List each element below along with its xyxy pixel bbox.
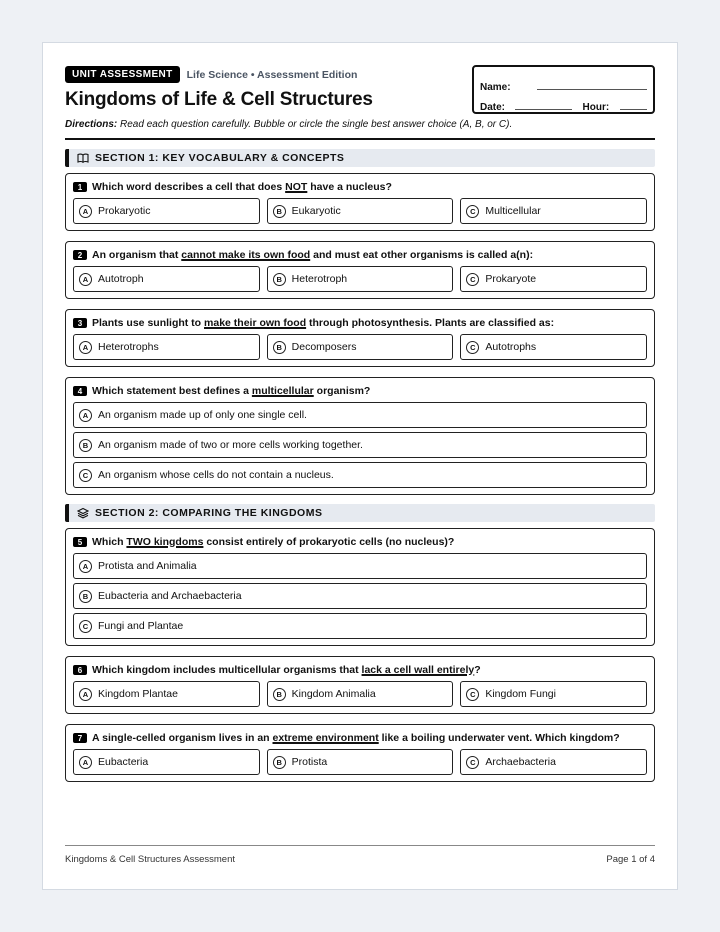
answer-option-b[interactable]: [73, 432, 647, 458]
answer-text: Kingdom Plantae: [98, 688, 178, 700]
answer-option-c[interactable]: [460, 198, 647, 224]
date-label: Date:: [480, 102, 506, 113]
question-number: 2: [73, 250, 87, 260]
prompt-emphasis: lack a cell wall entirely: [361, 664, 475, 676]
worksheet-page: [42, 42, 678, 890]
question-prompt: [92, 317, 554, 329]
answer-options: [73, 749, 647, 775]
answer-bubble[interactable]: A: [79, 205, 92, 218]
answer-text: Kingdom Animalia: [291, 688, 376, 700]
worksheet-header: [65, 66, 655, 114]
directions-label: Directions:: [65, 119, 118, 130]
student-info-box: [472, 65, 655, 114]
name-field[interactable]: [537, 89, 647, 90]
unit-assessment-badge: UNIT ASSESSMENT: [65, 66, 180, 83]
answer-option-c[interactable]: [460, 266, 647, 292]
prompt-emphasis: extreme environment: [272, 732, 379, 744]
date-hour-row: [480, 93, 647, 113]
question-number: 1: [73, 182, 87, 192]
prompt-end: through photosynthesis. Plants are classified as:: [306, 317, 555, 329]
prompt-emphasis: NOT: [285, 181, 308, 193]
question-prompt: [92, 664, 481, 676]
question-1: [65, 173, 655, 231]
answer-option-c[interactable]: [460, 749, 647, 775]
section-2-questions: [65, 528, 655, 782]
answer-options: [73, 681, 647, 707]
answer-text: Prokaryote: [485, 273, 537, 285]
answer-bubble[interactable]: C: [466, 341, 479, 354]
section-1-questions: [65, 173, 655, 495]
page-footer: [65, 845, 655, 865]
answer-option-c[interactable]: [73, 462, 647, 488]
directions: [65, 119, 655, 140]
answer-options: [73, 553, 647, 639]
answer-bubble[interactable]: A: [79, 273, 92, 286]
answer-option-a[interactable]: [73, 266, 260, 292]
hour-label: Hour:: [582, 102, 610, 113]
question-number: 4: [73, 386, 87, 396]
answer-option-c[interactable]: [460, 681, 647, 707]
answer-bubble[interactable]: A: [79, 756, 92, 769]
question-text: [73, 180, 647, 194]
section-1-title: SECTION 1: KEY VOCABULARY & CONCEPTS: [95, 152, 345, 164]
answer-option-b[interactable]: [267, 198, 454, 224]
answer-option-c[interactable]: [73, 613, 647, 639]
question-number: 6: [73, 665, 87, 675]
question-number: 5: [73, 537, 87, 547]
prompt-end: like a boiling underwater vent. Which kingdom?: [378, 732, 620, 744]
prompt-end: organism?: [313, 385, 371, 397]
prompt-start: Which word describes a cell that does: [92, 181, 286, 193]
answer-text: An organism whose cells do not contain a nucleus.: [98, 469, 334, 481]
answer-text: Eubacteria: [98, 756, 149, 768]
hour-field[interactable]: [620, 109, 647, 110]
edition-label: Life Science • Assessment Edition: [186, 68, 358, 81]
answer-option-a[interactable]: [73, 402, 647, 428]
answer-options: [73, 334, 647, 360]
answer-bubble[interactable]: A: [79, 409, 92, 422]
answer-options: [73, 266, 647, 292]
prompt-end: have a nucleus?: [307, 181, 392, 193]
layers-icon: [77, 507, 89, 519]
answer-option-b[interactable]: [267, 334, 454, 360]
answer-bubble[interactable]: B: [79, 590, 92, 603]
prompt-start: Which statement best defines a: [92, 385, 252, 397]
question-prompt: [92, 385, 370, 397]
answer-option-a[interactable]: [73, 553, 647, 579]
answer-bubble[interactable]: A: [79, 688, 92, 701]
answer-text: Protista and Animalia: [98, 560, 197, 572]
question-text: [73, 535, 647, 549]
answer-bubble[interactable]: C: [79, 469, 92, 482]
answer-text: Eukaryotic: [291, 205, 341, 217]
answer-bubble[interactable]: C: [466, 273, 479, 286]
prompt-end: consist entirely of prokaryotic cells (no nucleus)?: [203, 536, 455, 548]
question-7: [65, 724, 655, 782]
answer-text: Protista: [291, 756, 328, 768]
answer-text: Autotrophs: [485, 341, 537, 353]
answer-bubble[interactable]: C: [466, 688, 479, 701]
answer-bubble[interactable]: A: [79, 560, 92, 573]
question-text: [73, 731, 647, 745]
answer-option-a[interactable]: [73, 749, 260, 775]
answer-bubble[interactable]: B: [273, 688, 286, 701]
question-prompt: [92, 181, 392, 193]
prompt-start: Which: [92, 536, 127, 548]
answer-bubble[interactable]: B: [79, 439, 92, 452]
question-text: [73, 663, 647, 677]
question-2: [65, 241, 655, 299]
directions-text: Read each question carefully. Bubble or circle the single best answer choice (A, B, or C).: [120, 119, 513, 130]
answer-text: Multicellular: [485, 205, 541, 217]
question-number: 7: [73, 733, 87, 743]
question-5: [65, 528, 655, 646]
answer-text: Heterotrophs: [98, 341, 159, 353]
answer-bubble[interactable]: B: [273, 756, 286, 769]
answer-text: Prokaryotic: [98, 205, 151, 217]
name-label: Name:: [480, 82, 511, 93]
prompt-emphasis: cannot make its own food: [181, 249, 311, 261]
answer-option-c[interactable]: [460, 334, 647, 360]
answer-bubble[interactable]: C: [79, 620, 92, 633]
prompt-emphasis: multicellular: [251, 385, 314, 397]
question-prompt: [92, 732, 620, 744]
answer-option-b[interactable]: [267, 749, 454, 775]
question-text: [73, 316, 647, 330]
page-number: Page 1 of 4: [606, 854, 655, 865]
answer-bubble[interactable]: C: [466, 756, 479, 769]
book-icon: [77, 152, 89, 164]
answer-bubble[interactable]: C: [466, 205, 479, 218]
question-6: [65, 656, 655, 714]
prompt-start: Plants use sunlight to: [92, 317, 205, 329]
page-title: Kingdoms of Life & Cell Structures: [65, 89, 373, 110]
answer-text: An organism made of two or more cells working together.: [98, 439, 363, 451]
question-3: [65, 309, 655, 367]
answer-text: Fungi and Plantae: [98, 620, 184, 632]
answer-text: Decomposers: [291, 341, 357, 353]
prompt-emphasis: make their own food: [204, 317, 307, 329]
answer-options: [73, 198, 647, 224]
question-text: [73, 384, 647, 398]
answer-bubble[interactable]: B: [273, 205, 286, 218]
prompt-start: A single-celled organism lives in an: [92, 732, 273, 744]
answer-option-a[interactable]: [73, 334, 260, 360]
answer-bubble[interactable]: B: [273, 341, 286, 354]
question-number: 3: [73, 318, 87, 328]
question-4: [65, 377, 655, 495]
question-prompt: [92, 536, 454, 548]
answer-text: Autotroph: [98, 273, 144, 285]
answer-option-b[interactable]: [73, 583, 647, 609]
answer-option-a[interactable]: [73, 681, 260, 707]
answer-bubble[interactable]: A: [79, 341, 92, 354]
prompt-start: An organism that: [92, 249, 182, 261]
prompt-emphasis: TWO kingdoms: [126, 536, 204, 548]
answer-text: Archaebacteria: [485, 756, 556, 768]
answer-text: Heterotroph: [291, 273, 348, 285]
prompt-end: and must eat other organisms is called a(n):: [310, 249, 534, 261]
question-text: [73, 248, 647, 262]
answer-options: [73, 402, 647, 488]
prompt-start: Which kingdom includes multicellular organisms that: [92, 664, 362, 676]
answer-option-a[interactable]: [73, 198, 260, 224]
section-2-header: [65, 504, 655, 522]
answer-option-b[interactable]: [267, 266, 454, 292]
answer-text: Eubacteria and Archaebacteria: [98, 590, 242, 602]
section-1-header: [65, 149, 655, 167]
date-field[interactable]: [515, 109, 572, 110]
answer-option-b[interactable]: [267, 681, 454, 707]
section-2-title: SECTION 2: COMPARING THE KINGDOMS: [95, 507, 323, 519]
footer-title: Kingdoms & Cell Structures Assessment: [65, 854, 236, 865]
name-row: [480, 73, 647, 93]
answer-bubble[interactable]: B: [273, 273, 286, 286]
answer-text: An organism made up of only one single cell.: [98, 409, 307, 421]
question-prompt: [92, 249, 533, 261]
answer-text: Kingdom Fungi: [485, 688, 556, 700]
prompt-end: ?: [474, 664, 481, 676]
